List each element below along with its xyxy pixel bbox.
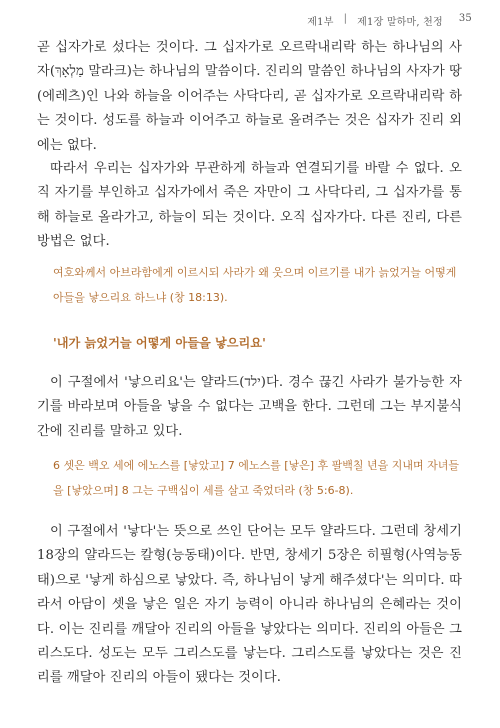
body-paragraph-1: 곧 십자가로 섰다는 것이다. 그 십자가로 오르락내리락 하는 하나님의 사자(מַלְאָךְ 말라크)는 하나님의 말씀이다. 진리의 말씀인 하나님의 사자가 땅(에레츠)인 나와 하늘을 이어주는 사닥다리, 곧 십자가로 오르락내리락 하는 것이다. 성도를 하늘과 이어주고 하늘로 올려주는 것은 십자가 진리 외에는 없다. [37, 40, 462, 153]
body-paragraph-3: 이 구절에서 '낳으리요'는 얄라드(ילד)다. 경수 끊긴 사라가 불가능한 자기를 바라보며 아들을 낳을 수 없다는 고백을 한다. 그런데 그는 부지불식간에 진리를 말하고 있다. [37, 375, 462, 439]
scripture-quote-1 [53, 260, 460, 310]
header-chapter: 제1장 말하마, 천정 [357, 17, 443, 28]
header-separator: | [343, 13, 348, 24]
scripture-quote-2 [53, 453, 460, 503]
section-subheading: '내가 늙었거늘 어떻게 아들을 낳으리요' [53, 336, 266, 350]
quote-1-text: 여호와께서 아브라함에게 이르시되 사라가 왜 웃으며 이르기를 내가 늙었거늘 어떻게 아들을 낳으리요 하느냐 [53, 266, 457, 304]
running-header [307, 13, 472, 28]
quote-2-text: 6 셋은 백오 세에 에노스를 [낳았고] 7 에노스를 [낳은] 후 팔백칠 년을 지내며 자녀들을 [낳았으며] 8 그는 구백십이 세를 살고 죽었더라 [53, 459, 460, 497]
quote-2-reference: (창 5:6-8). [298, 484, 354, 497]
body-paragraph-2: 따라서 우리는 십자가와 무관하게 하늘과 연결되기를 바랄 수 없다. 오직 자기를 부인하고 십자가에서 죽은 자만이 그 사닥다리, 그 십자가를 통해 하늘로 올라가고, 하늘이 되는 것이다. 오직 십자가다. 다른 진리, 다른 방법은 없다. [37, 161, 462, 250]
body-paragraph-4: 이 구절에서 '낳다'는 뜻으로 쓰인 단어는 모두 얄라드다. 그런데 창세기 18장의 얄라드는 칼형(능동태)이다. 반면, 창세기 5장은 히필형(사역능동태)으로 '낳게 하심으로 낳았다. 즉, 하나님이 낳게 해주셨다'는 의미다. 따라서 아담이 셋을 낳은 일은 자기 능력이 아니라 하나님의 은혜라는 것이다. 이는 진리를 깨달아 진리의 아들을 낳았다는 의미다. 진리의 아들은 그리스도다. 성도는 모두 그리스도를 낳는다. 그리스도를 낳았다는 것은 진리를 깨달아 진리의 아들이 됐다는 것이다. [37, 524, 462, 686]
quote-1-reference: (창 18:13). [169, 291, 228, 304]
page-number: 35 [458, 13, 472, 24]
header-part: 제1부 [307, 17, 334, 28]
